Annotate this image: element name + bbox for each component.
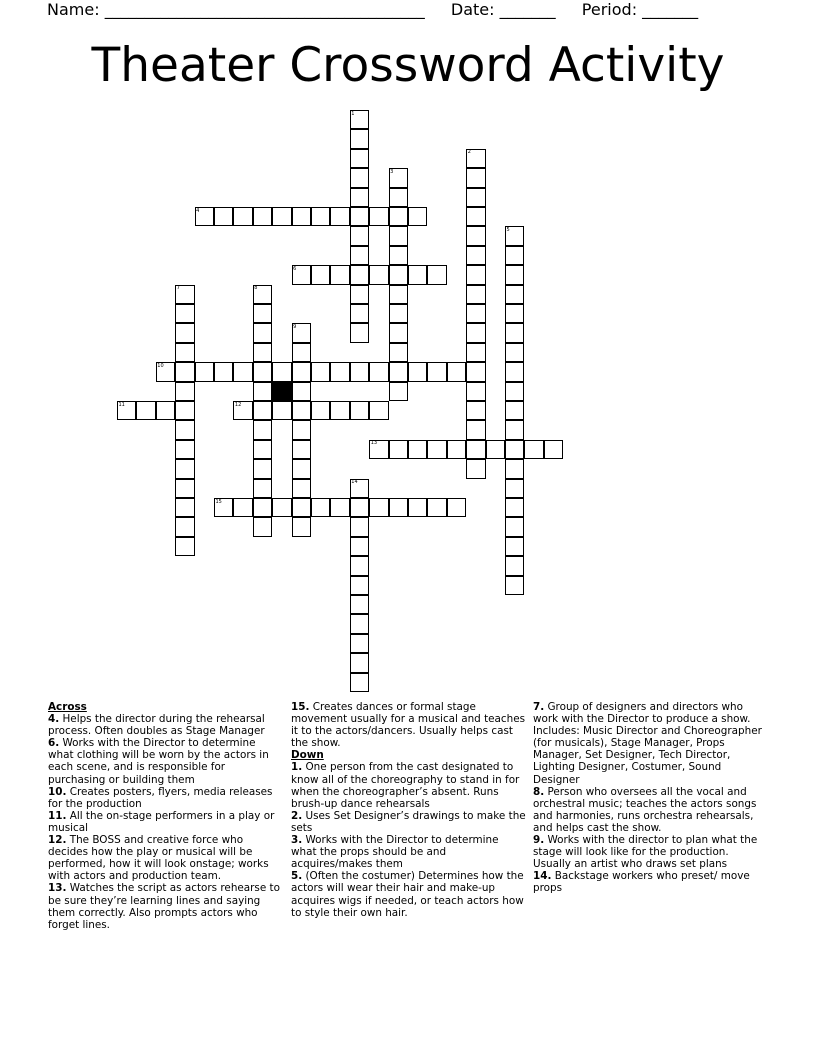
clue-item bbox=[533, 701, 768, 786]
down-clue-list bbox=[291, 761, 526, 918]
clue-item bbox=[533, 870, 768, 894]
crossword-cell[interactable] bbox=[505, 285, 524, 304]
clue-number-label: 1 bbox=[351, 110, 355, 117]
crossword-cell[interactable] bbox=[253, 323, 272, 342]
clue-number: 12. bbox=[48, 834, 67, 847]
clue-number-label: 5 bbox=[506, 226, 510, 233]
clue-item bbox=[48, 882, 283, 930]
crossword-cell[interactable] bbox=[350, 226, 369, 245]
crossword-cell[interactable] bbox=[544, 440, 563, 459]
crossword-cell[interactable] bbox=[389, 304, 408, 323]
crossword-cell[interactable] bbox=[389, 323, 408, 342]
crossword-cell[interactable] bbox=[505, 401, 524, 420]
crossword-cell[interactable] bbox=[175, 517, 194, 536]
crossword-cell[interactable] bbox=[350, 149, 369, 168]
crossword-cell[interactable] bbox=[447, 440, 466, 459]
crossword-cell[interactable] bbox=[505, 304, 524, 323]
crossword-cell[interactable] bbox=[292, 401, 311, 420]
clue-text: Person who oversees all the vocal and orchestral music; teaches the actors songs and harmonies, runs orchestra rehearsals, and helps cast the show. bbox=[533, 785, 757, 834]
crossword-cell[interactable] bbox=[292, 343, 311, 362]
crossword-cell[interactable] bbox=[253, 382, 272, 401]
crossword-cell[interactable] bbox=[389, 382, 408, 401]
crossword-cell[interactable] bbox=[311, 401, 330, 420]
crossword-cell[interactable] bbox=[350, 265, 369, 284]
clue-number-label: 4 bbox=[196, 207, 200, 214]
page-title: Theater Crossword Activity bbox=[91, 38, 725, 93]
crossword-cell[interactable] bbox=[175, 323, 194, 342]
clue-text: Helps the director during the rehearsal process. Often doubles as Stage Manager bbox=[48, 713, 265, 738]
crossword-cell[interactable] bbox=[292, 479, 311, 498]
crossword-cell[interactable] bbox=[505, 517, 524, 536]
crossword-cell[interactable] bbox=[175, 479, 194, 498]
crossword-cell[interactable] bbox=[466, 362, 485, 381]
crossword-cell[interactable] bbox=[175, 382, 194, 401]
crossword-cell[interactable] bbox=[350, 517, 369, 536]
across-heading: Across bbox=[48, 701, 87, 713]
crossword-cell[interactable] bbox=[292, 498, 311, 517]
period-field[interactable]: _______ bbox=[642, 0, 699, 19]
crossword-cell[interactable] bbox=[175, 304, 194, 323]
clue-number-label: 10 bbox=[157, 362, 164, 369]
crossword-cell[interactable] bbox=[466, 382, 485, 401]
clue-number: 13. bbox=[48, 882, 67, 895]
clue-item bbox=[291, 870, 526, 918]
down-clue-list-continued bbox=[533, 701, 768, 895]
crossword-cell[interactable] bbox=[389, 207, 408, 226]
clue-number: 11. bbox=[48, 809, 67, 822]
clue-number-label: 11 bbox=[118, 401, 125, 408]
name-label: Name: bbox=[47, 0, 100, 19]
crossword-cell[interactable] bbox=[524, 440, 543, 459]
crossword-cell[interactable] bbox=[233, 498, 252, 517]
crossword-cell[interactable] bbox=[389, 285, 408, 304]
crossword-cell[interactable] bbox=[330, 207, 349, 226]
crossword-cell[interactable] bbox=[350, 556, 369, 575]
clue-number: 4. bbox=[48, 713, 60, 726]
clue-item bbox=[48, 834, 283, 882]
shaded-block bbox=[272, 382, 291, 401]
crossword-cell[interactable] bbox=[292, 459, 311, 478]
crossword-cell[interactable] bbox=[389, 343, 408, 362]
crossword-cell[interactable] bbox=[311, 362, 330, 381]
crossword-cell[interactable] bbox=[292, 420, 311, 439]
crossword-cell[interactable] bbox=[389, 265, 408, 284]
clue-number-label: 13 bbox=[370, 440, 378, 447]
clue-number: 8. bbox=[533, 785, 545, 798]
crossword-cell[interactable] bbox=[311, 265, 330, 284]
crossword-cell[interactable] bbox=[486, 440, 505, 459]
crossword-cell[interactable] bbox=[350, 129, 369, 148]
crossword-cell[interactable] bbox=[253, 362, 272, 381]
crossword-cell[interactable] bbox=[350, 304, 369, 323]
clue-text: Creates posters, flyers, media releases for the production bbox=[48, 785, 273, 810]
clue-number: 10. bbox=[48, 785, 67, 798]
clue-number: 9. bbox=[533, 834, 545, 847]
crossword-cell[interactable] bbox=[427, 265, 446, 284]
crossword-cell[interactable] bbox=[389, 246, 408, 265]
crossword-cell[interactable] bbox=[253, 517, 272, 536]
crossword-cell[interactable] bbox=[505, 479, 524, 498]
clue-text: Works with the director to plan what the stage will look like for the production. Usually an artist who draws set plans bbox=[533, 834, 758, 871]
clue-number: 15. bbox=[291, 701, 310, 713]
crossword-cell[interactable] bbox=[505, 362, 524, 381]
crossword-cell[interactable] bbox=[253, 343, 272, 362]
crossword-cell[interactable] bbox=[136, 401, 155, 420]
crossword-cell[interactable] bbox=[175, 459, 194, 478]
clue-item bbox=[533, 834, 768, 870]
crossword-cell[interactable] bbox=[505, 382, 524, 401]
clue-number-label: 12 bbox=[234, 401, 242, 408]
clues-column-2 bbox=[291, 701, 526, 919]
crossword-cell[interactable] bbox=[466, 265, 485, 284]
crossword-cell[interactable] bbox=[350, 614, 369, 633]
crossword-cell[interactable] bbox=[466, 440, 485, 459]
crossword-cell[interactable] bbox=[427, 498, 446, 517]
crossword-cell[interactable] bbox=[214, 207, 233, 226]
crossword-cell[interactable] bbox=[505, 246, 524, 265]
clue-item bbox=[533, 786, 768, 834]
crossword-cell[interactable] bbox=[408, 265, 427, 284]
crossword-cell[interactable] bbox=[389, 226, 408, 245]
clue-text: (Often the costumer) Determines how the actors will wear their hair and make-up acquires wigs if needed, or teach actors how to style their own hair. bbox=[291, 870, 524, 919]
crossword-cell[interactable] bbox=[466, 207, 485, 226]
clue-item bbox=[291, 761, 526, 809]
crossword-cell[interactable] bbox=[369, 207, 388, 226]
crossword-cell[interactable] bbox=[330, 401, 349, 420]
crossword-cell[interactable] bbox=[350, 168, 369, 187]
crossword-cell[interactable] bbox=[389, 188, 408, 207]
crossword-cell[interactable] bbox=[466, 343, 485, 362]
crossword-cell[interactable] bbox=[156, 401, 175, 420]
crossword-cell[interactable] bbox=[292, 440, 311, 459]
clue-number-label: 15 bbox=[215, 498, 222, 505]
crossword-cell[interactable] bbox=[408, 440, 427, 459]
crossword-cell[interactable] bbox=[233, 362, 252, 381]
crossword-cell[interactable] bbox=[175, 420, 194, 439]
crossword-cell[interactable] bbox=[292, 382, 311, 401]
crossword-cell[interactable] bbox=[466, 188, 485, 207]
across-clue-list bbox=[48, 713, 283, 931]
clue-item bbox=[291, 701, 526, 749]
clue-text: Works with the Director to determine what the props should be and acquires/makes them bbox=[291, 834, 499, 871]
crossword-cell[interactable] bbox=[311, 207, 330, 226]
crossword-cell[interactable] bbox=[350, 246, 369, 265]
clue-number: 14. bbox=[533, 870, 552, 883]
crossword-cell[interactable] bbox=[408, 207, 427, 226]
crossword-cell[interactable] bbox=[466, 304, 485, 323]
clue-text: One person from the cast designated to know all of the choreography to stand in for when the choreographer’s absent. Runs brush-up dance rehearsals bbox=[291, 761, 520, 810]
clue-text: Uses Set Designer’s drawings to make the sets bbox=[291, 809, 526, 834]
crossword-cell[interactable] bbox=[253, 498, 272, 517]
crossword-cell[interactable] bbox=[253, 420, 272, 439]
clue-text: All the on-stage performers in a play or musical bbox=[48, 809, 275, 834]
crossword-cell[interactable] bbox=[369, 401, 388, 420]
date-label: Date: bbox=[450, 0, 495, 19]
clue-item bbox=[48, 713, 283, 737]
crossword-cell[interactable] bbox=[253, 401, 272, 420]
crossword-cell[interactable] bbox=[253, 304, 272, 323]
clue-number-label: 8 bbox=[254, 285, 258, 292]
clue-text: Group of designers and directors who work with the Director to produce a show. Includes: Music Director and Choreographer (for musicals), Stage Manager, Props Manager, Set Designer, Tech Director, Lighting Designer, Costumer, Sound Designer bbox=[533, 701, 762, 786]
crossword-cell[interactable] bbox=[466, 285, 485, 304]
clue-item bbox=[48, 786, 283, 810]
crossword-cell[interactable] bbox=[195, 362, 214, 381]
crossword-cell[interactable] bbox=[389, 498, 408, 517]
crossword-cell[interactable] bbox=[272, 207, 291, 226]
crossword-cell[interactable] bbox=[330, 498, 349, 517]
crossword-cell[interactable] bbox=[350, 188, 369, 207]
crossword-cell[interactable] bbox=[505, 537, 524, 556]
crossword-cell[interactable] bbox=[272, 362, 291, 381]
clue-number: 5. bbox=[291, 870, 303, 883]
crossword-cell[interactable] bbox=[350, 207, 369, 226]
period-label: Period: bbox=[581, 0, 638, 19]
crossword-cell[interactable] bbox=[505, 265, 524, 284]
crossword-cell[interactable] bbox=[311, 498, 330, 517]
crossword-cell[interactable] bbox=[466, 168, 485, 187]
crossword-cell[interactable] bbox=[505, 459, 524, 478]
clues-column-1 bbox=[48, 701, 283, 931]
crossword-cell[interactable] bbox=[292, 207, 311, 226]
clues-column-3 bbox=[533, 701, 768, 895]
crossword-cell[interactable] bbox=[466, 420, 485, 439]
crossword-cell[interactable] bbox=[292, 362, 311, 381]
crossword-cell[interactable] bbox=[350, 498, 369, 517]
crossword-cell[interactable] bbox=[505, 343, 524, 362]
crossword-cell[interactable] bbox=[175, 401, 194, 420]
crossword-cell[interactable] bbox=[350, 595, 369, 614]
down-heading: Down bbox=[291, 749, 324, 762]
crossword-cell[interactable] bbox=[350, 401, 369, 420]
crossword-cell[interactable] bbox=[350, 673, 369, 692]
clue-number-label: 9 bbox=[293, 323, 297, 330]
crossword-cell[interactable] bbox=[505, 576, 524, 595]
crossword-cell[interactable] bbox=[505, 440, 524, 459]
clue-item bbox=[48, 737, 283, 785]
crossword-cell[interactable] bbox=[389, 362, 408, 381]
crossword-cell[interactable] bbox=[253, 207, 272, 226]
crossword-cell[interactable] bbox=[427, 362, 446, 381]
crossword-cell[interactable] bbox=[505, 556, 524, 575]
clue-number-label: 3 bbox=[390, 168, 394, 175]
date-field[interactable]: _______ bbox=[499, 0, 556, 19]
crossword-cell[interactable] bbox=[272, 401, 291, 420]
crossword-cell[interactable] bbox=[175, 498, 194, 517]
clue-text: Backstage workers who preset/ move props bbox=[533, 870, 750, 895]
crossword-cell[interactable] bbox=[389, 440, 408, 459]
crossword-cell[interactable] bbox=[175, 343, 194, 362]
crossword-cell[interactable] bbox=[447, 362, 466, 381]
clue-text: Creates dances or formal stage movement usually for a musical and teaches it to the actors/dancers. Usually helps cast the show. bbox=[291, 701, 526, 750]
crossword-cell[interactable] bbox=[233, 207, 252, 226]
crossword-cell[interactable] bbox=[350, 653, 369, 672]
name-field[interactable]: ________________________________________ bbox=[104, 0, 425, 19]
crossword-cell[interactable] bbox=[505, 323, 524, 342]
crossword-cell[interactable] bbox=[175, 537, 194, 556]
crossword-cell[interactable] bbox=[466, 323, 485, 342]
crossword-cell[interactable] bbox=[505, 420, 524, 439]
crossword-cell[interactable] bbox=[272, 498, 291, 517]
clue-number: 1. bbox=[291, 761, 303, 774]
clue-item bbox=[291, 810, 526, 834]
crossword-cell[interactable] bbox=[350, 576, 369, 595]
crossword-cell[interactable] bbox=[408, 498, 427, 517]
crossword-cell[interactable] bbox=[350, 537, 369, 556]
crossword-cell[interactable] bbox=[175, 362, 194, 381]
crossword-cell[interactable] bbox=[369, 362, 388, 381]
across-clue-list-continued bbox=[291, 701, 526, 749]
crossword-cell[interactable] bbox=[330, 265, 349, 284]
crossword-cell[interactable] bbox=[466, 226, 485, 245]
clue-number: 2. bbox=[291, 809, 303, 822]
crossword-cell[interactable] bbox=[447, 498, 466, 517]
clue-number: 6. bbox=[48, 737, 60, 750]
crossword-cell[interactable] bbox=[350, 634, 369, 653]
crossword-cell[interactable] bbox=[505, 498, 524, 517]
crossword-cell[interactable] bbox=[253, 479, 272, 498]
crossword-cell[interactable] bbox=[466, 459, 485, 478]
crossword-cell[interactable] bbox=[466, 246, 485, 265]
crossword-cell[interactable] bbox=[369, 265, 388, 284]
clue-item bbox=[48, 810, 283, 834]
crossword-cell[interactable] bbox=[408, 362, 427, 381]
crossword-cell[interactable] bbox=[466, 401, 485, 420]
clue-number: 7. bbox=[533, 701, 545, 713]
crossword-cell[interactable] bbox=[330, 362, 349, 381]
clue-text: Works with the Director to determine what clothing will be worn by the actors in each scene, and is responsible for purchasing or building them bbox=[48, 737, 269, 786]
crossword-cell[interactable] bbox=[214, 362, 233, 381]
crossword-cell[interactable] bbox=[292, 517, 311, 536]
clue-number-label: 2 bbox=[467, 149, 471, 156]
clue-number-label: 14 bbox=[351, 479, 358, 486]
crossword-cell[interactable] bbox=[253, 459, 272, 478]
crossword-cell[interactable] bbox=[175, 440, 194, 459]
clue-text: Watches the script as actors rehearse to be sure they’re learning lines and saying them correctly. Also prompts actors who forget lines. bbox=[48, 882, 280, 931]
clue-number-label: 6 bbox=[293, 265, 297, 272]
clue-number-label: 7 bbox=[176, 285, 180, 292]
crossword-cell[interactable] bbox=[350, 362, 369, 381]
crossword-cell[interactable] bbox=[350, 285, 369, 304]
crossword-cell[interactable] bbox=[350, 323, 369, 342]
crossword-cell[interactable] bbox=[369, 498, 388, 517]
crossword-cell[interactable] bbox=[427, 440, 446, 459]
clue-item bbox=[291, 834, 526, 870]
crossword-cell[interactable] bbox=[253, 440, 272, 459]
clue-text: The BOSS and creative force who decides how the play or musical will be performed, how it will look onstage; works with actors and production team. bbox=[48, 834, 269, 883]
clue-number: 3. bbox=[291, 834, 303, 847]
